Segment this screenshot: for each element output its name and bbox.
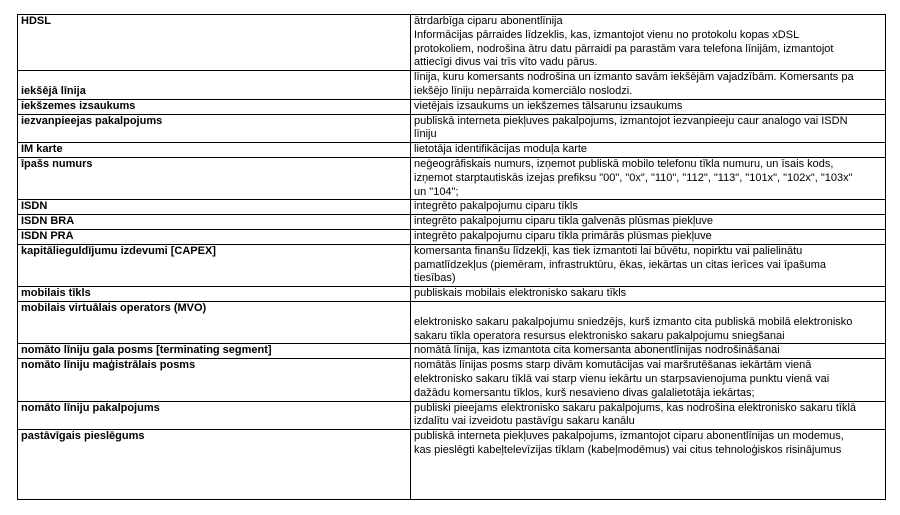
blank-line-spacer — [414, 472, 882, 486]
definition-cell — [411, 200, 886, 215]
table-row — [18, 71, 886, 100]
term-cell: nomāto līniju maģistrālais posms — [18, 359, 411, 401]
definition-cell — [411, 215, 886, 230]
definition-line: neģeogrāfiskais numurs, izņemot publiskā mobilo telefonu tīkla numuru, un īsais kods, — [414, 157, 834, 170]
definition-cell — [411, 244, 886, 286]
definition-line: izdalītu vai izveidotu pastāvīgu sakaru kanālu — [414, 415, 635, 428]
glossary-table — [17, 14, 886, 500]
definition-line: iekšējo līniju nepārraida komerciālo noslodzi. — [414, 84, 633, 97]
term-cell: ISDN BRA — [18, 215, 411, 230]
table-row — [18, 114, 886, 143]
definition-line: publiski pieejams elektronisko sakaru pakalpojums, kas nodrošina elektronisko sakaru tīklā — [414, 401, 857, 414]
definition-line: izņemot starptautiskās izejas prefiksu "00", "0x", "110", "112", "113", "101x", "102x", "103x" — [414, 171, 853, 184]
definition-line: elektronisko sakaru tīklā vai starp vienu iekārtu un starpsavienojuma punktu vienā vai — [414, 372, 830, 385]
blank-line-spacer — [414, 485, 882, 499]
definition-cell — [411, 229, 886, 244]
definition-line: līniju — [414, 128, 437, 141]
table-row — [18, 359, 886, 401]
definition-cell — [411, 344, 886, 359]
definition-cell — [411, 71, 886, 100]
table-row — [18, 215, 886, 230]
table-row — [18, 287, 886, 302]
term-cell: kapitālieguldījumu izdevumi [CAPEX] — [18, 244, 411, 286]
term-cell: ISDN PRA — [18, 229, 411, 244]
definition-line: līnija, kuru komersants nodrošina un izmanto savām iekšējām vajadzībām. Komersants pa — [414, 71, 854, 84]
definition-line: ātrdarbīga ciparu abonentlīnija — [414, 15, 563, 27]
definition-line: attiecīgi divus vai trīs vīto vadu pārus. — [414, 56, 598, 69]
definition-line: pamatlīdzekļus (piemēram, infrastruktūru, ēkas, iekārtas un citas ierīces vai īpašuma — [414, 258, 827, 271]
definition-cell — [411, 99, 886, 114]
definition-line: un "104"; — [414, 185, 459, 198]
term-cell: īpašs numurs — [18, 157, 411, 199]
term-cell: nomāto līniju gala posms [terminating segment] — [18, 344, 411, 359]
definition-line: dažādu komersantu tīklos, kurš nesavieno divas galalietotāja iekārtas; — [414, 386, 755, 399]
table-row — [18, 244, 886, 286]
term-cell: iekšzemes izsaukums — [18, 99, 411, 114]
definition-cell — [411, 157, 886, 199]
definition-cell — [411, 114, 886, 143]
table-row — [18, 15, 886, 71]
term-cell: nomāto līniju pakalpojums — [18, 401, 411, 430]
definition-line: kas pieslēgti kabeļtelevīzijas tīklam (kabeļmodēmus) vai citus tehnoloģiskos risinājumus — [414, 443, 842, 456]
definition-line: publiskā interneta piekļuves pakalpojums, izmantojot iezvanpieeju caur analogo vai ISDN — [414, 114, 848, 127]
definition-line: publiskā interneta piekļuves pakalpojums, izmantojot ciparu abonentlīnijas un modemus, — [414, 430, 844, 443]
term-cell: mobilais tīkls — [18, 287, 411, 302]
definition-line: elektronisko sakaru pakalpojumu sniedzējs, kurš izmanto cita publiskā mobilā elektronisko — [414, 315, 853, 328]
blank-line-spacer — [414, 458, 882, 472]
definition-line: tiesības) — [414, 272, 456, 285]
term-cell: iekšējā līnija — [18, 71, 411, 100]
definition-line: nomātā līnija, kas izmantota cita komersanta abonentlīnijas nodrošināšanai — [414, 344, 780, 357]
table-row — [18, 99, 886, 114]
definition-cell — [411, 15, 886, 71]
definition-cell — [411, 401, 886, 430]
definition-cell — [411, 430, 886, 500]
table-row — [18, 229, 886, 244]
term-cell: IM karte — [18, 143, 411, 158]
definition-line: integrēto pakalpojumu ciparu tīkla galvenās plūsmas piekļuve — [414, 215, 714, 228]
table-row — [18, 344, 886, 359]
table-row — [18, 200, 886, 215]
term-cell: mobilais virtuālais operators (MVO) — [18, 301, 411, 343]
definition-line: vietējais izsaukums un iekšzemes tālsarunu izsaukums — [414, 99, 683, 112]
table-row — [18, 301, 886, 343]
definition-line: integrēto pakalpojumu ciparu tīkla primārās plūsmas piekļuve — [414, 229, 712, 242]
blank-line-spacer — [414, 302, 882, 316]
term-cell: HDSL — [18, 15, 411, 71]
definition-line: komersanta finanšu līdzekļi, kas tiek izmantoti lai būvētu, nopirktu vai palielinātu — [414, 244, 803, 257]
definition-line: sakaru tīkla operatora resursus elektronisko sakaru pakalpojumu sniegšanai — [414, 329, 785, 342]
definition-line: integrēto pakalpojumu ciparu tīkls — [414, 200, 578, 213]
definition-cell — [411, 287, 886, 302]
table-row — [18, 430, 886, 500]
definition-cell — [411, 143, 886, 158]
term-cell: iezvanpieejas pakalpojums — [18, 114, 411, 143]
table-row — [18, 157, 886, 199]
definition-line: publiskais mobilais elektronisko sakaru tīkls — [414, 287, 627, 300]
definition-line: Informācijas pārraides līdzeklis, kas, izmantojot vienu no protokolu kopas xDSL — [414, 28, 800, 41]
table-row — [18, 143, 886, 158]
definition-line: nomātās līnijas posms starp divām komutācijas vai maršrutēšanas iekārtām vienā — [414, 359, 812, 372]
definition-cell — [411, 301, 886, 343]
term-cell: pastāvīgais pieslēgums — [18, 430, 411, 500]
definition-line: lietotāja identifikācijas moduļa karte — [414, 143, 588, 156]
term-cell: ISDN — [18, 200, 411, 215]
definition-line: protokoliem, nodrošina ātru datu pārraidi pa parastām vara telefona līnijām, izmantojot — [414, 42, 834, 55]
table-row — [18, 401, 886, 430]
definition-cell — [411, 359, 886, 401]
